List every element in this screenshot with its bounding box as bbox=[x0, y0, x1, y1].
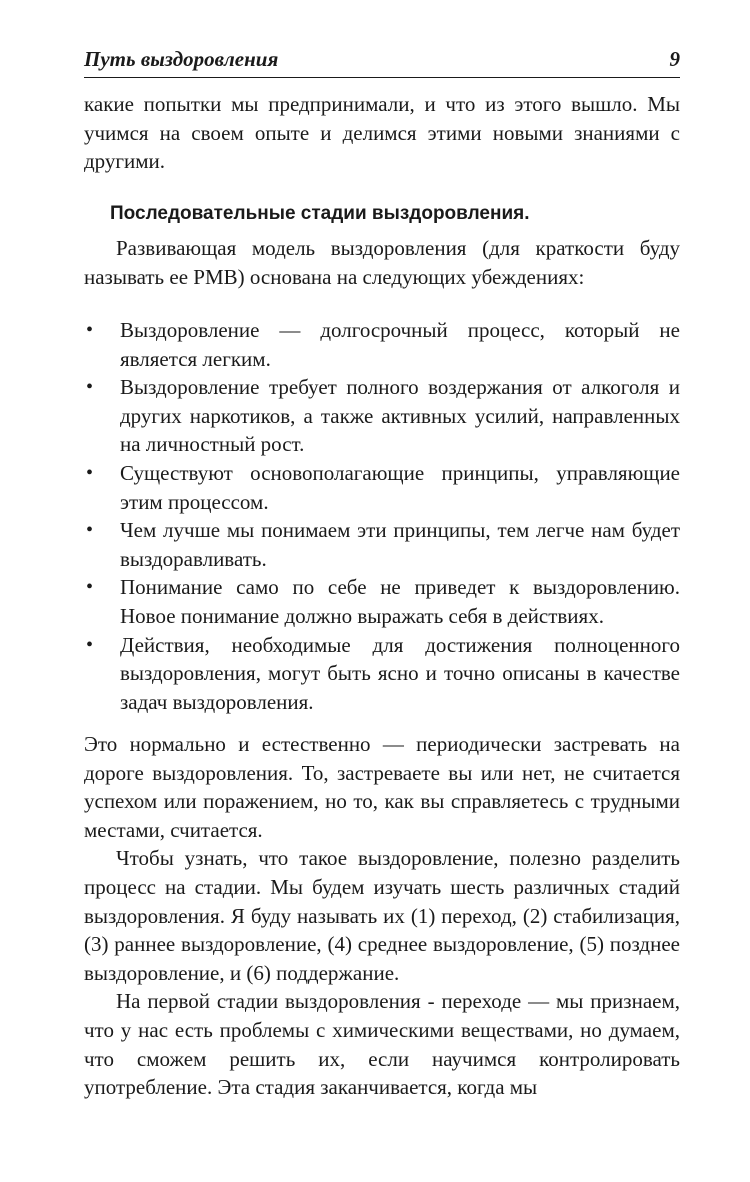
page-number: 9 bbox=[669, 47, 680, 71]
body-block bbox=[84, 730, 680, 1102]
body-paragraph: На первой стадии выздоровления - переходе — мы признаем, что у нас есть проблемы с химическими веществами, но думаем, что сможем решить их, если научимся контролировать употребление. Эта стадия заканчивается, когда мы bbox=[84, 989, 680, 1100]
section-heading: Последовательные стадии выздоровления. bbox=[110, 203, 530, 224]
body-paragraph: Чтобы узнать, что такое выздоровление, полезно разделить процесс на стадии. Мы будем изучать шесть различных стадий выздоровления. Я буду называть их (1) переход, (2) стабилизация, (3) раннее выздоровление, (4) среднее выздоровление, (5) позднее выздоровление, и (6) поддержание. bbox=[84, 846, 680, 985]
list-item bbox=[84, 516, 680, 573]
bullet-icon: • bbox=[86, 633, 94, 656]
bullet-icon: • bbox=[86, 576, 94, 599]
intro-paragraph: какие попытки мы предпринимали, и что из этого вышло. Мы учимся на своем опыте и делимся этими новыми знаниями с другими. bbox=[84, 92, 680, 174]
list-item bbox=[84, 631, 680, 717]
intro-block bbox=[84, 90, 680, 176]
header-rule bbox=[84, 77, 680, 78]
list-item-text: Понимание само по себе не приведет к выздоровлению. Новое понимание должно выражать себя в действиях. bbox=[120, 575, 680, 628]
list-item-text: Выздоровление требует полного воздержания от алкоголя и других наркотиков, а также активных усилий, направленных на личностный рост. bbox=[120, 375, 680, 457]
running-head bbox=[84, 44, 680, 74]
bullet-icon: • bbox=[86, 461, 94, 484]
body-paragraph: Это нормально и естественно — периодически застревать на дороге выздоровления. То, застреваете вы или нет, не считается успехом или поражением, но то, как вы справляетесь с трудными местами, считается. bbox=[84, 732, 680, 842]
list-item-text: Выздоровление — долгосрочный процесс, который не является легким. bbox=[120, 318, 680, 371]
bullet-icon: • bbox=[86, 376, 94, 399]
list-item bbox=[84, 573, 680, 630]
bullet-icon: • bbox=[86, 319, 94, 341]
list-item bbox=[84, 373, 680, 459]
lead-block bbox=[84, 234, 680, 291]
belief-list bbox=[84, 316, 680, 716]
running-head-title: Путь выздоровления bbox=[84, 47, 279, 71]
list-item-text: Существуют основополагающие принципы, управляющие этим процессом. bbox=[120, 460, 680, 514]
bullet-icon: • bbox=[86, 519, 94, 542]
list-item bbox=[84, 459, 680, 516]
list-item-text: Действия, необходимые для достижения полноценного выздоровления, могут быть ясно и точно описаны в качестве задач выздоровления. bbox=[120, 632, 680, 714]
list-item bbox=[84, 316, 680, 373]
lead-paragraph: Развивающая модель выздоровления (для краткости буду называть ее РМВ) основана на следующих убеждениях: bbox=[84, 236, 680, 289]
list-item-text: Чем лучше мы понимаем эти принципы, тем легче нам будет выздоравливать. bbox=[120, 518, 680, 571]
